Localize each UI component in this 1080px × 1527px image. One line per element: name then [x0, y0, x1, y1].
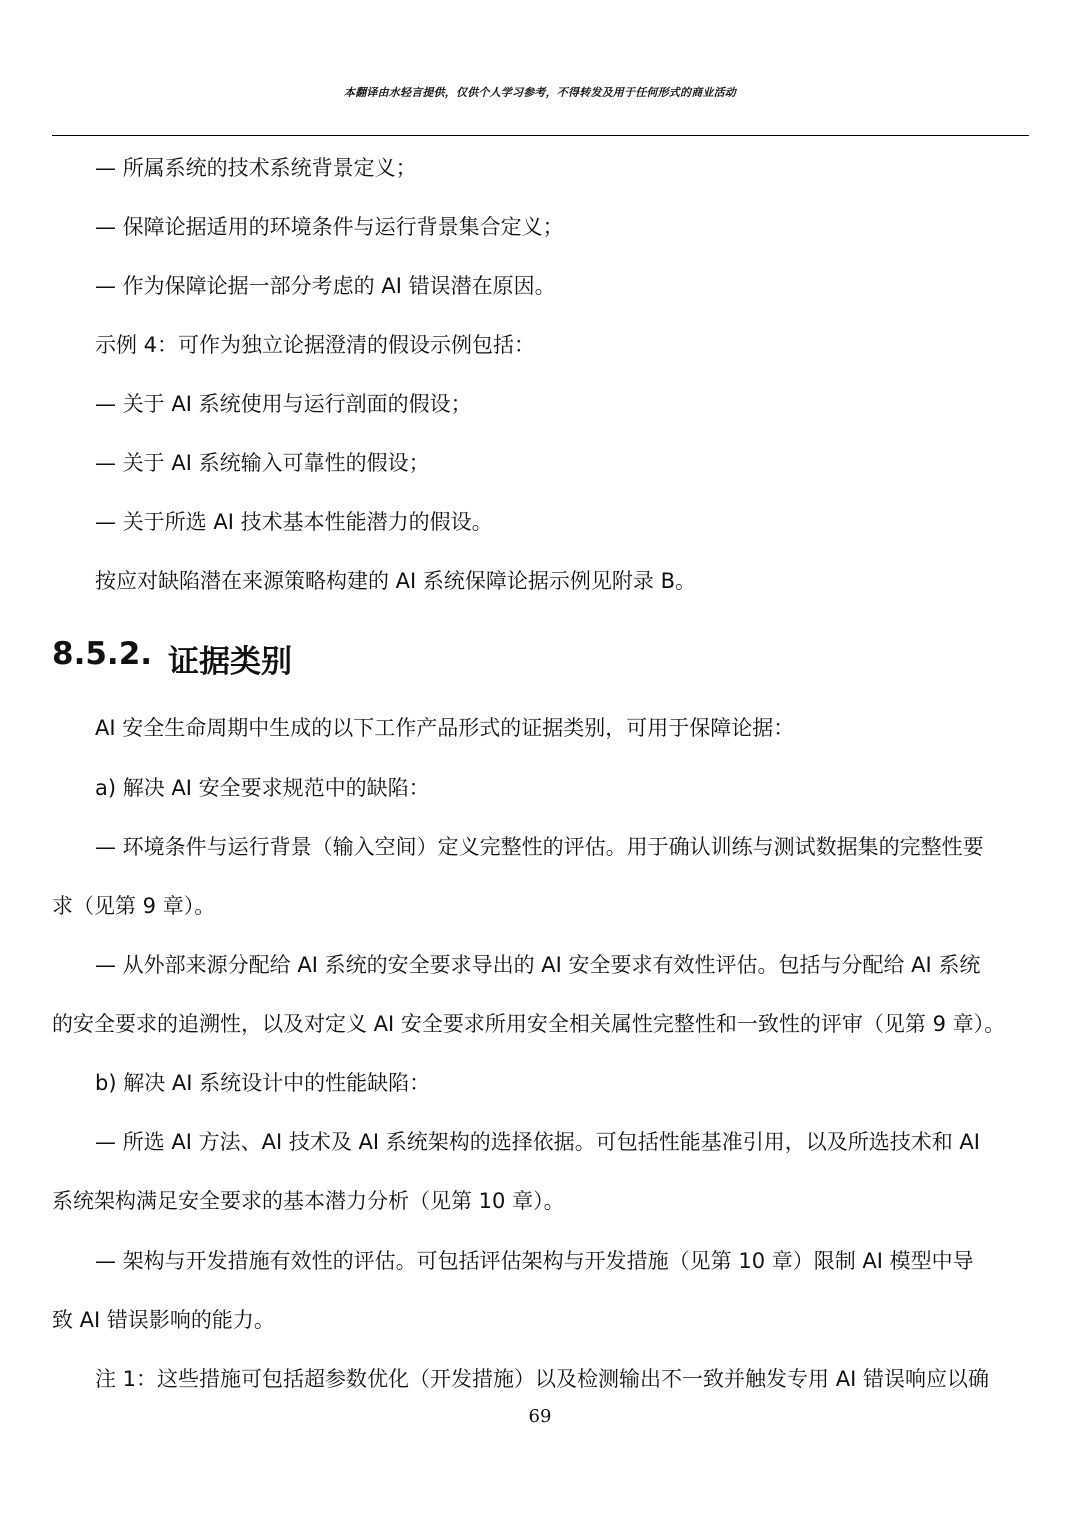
header-divider: [52, 135, 1029, 136]
list-item: b) 解决 AI 系统设计中的性能缺陷：: [95, 1071, 431, 1095]
list-item: — 所属系统的技术系统背景定义；: [95, 156, 417, 180]
list-item-continuation: 系统架构满足安全要求的基本潜力分析（见第 10 章）。: [52, 1189, 565, 1213]
list-item: — 作为保障论据一部分考虑的 AI 错误潜在原因。: [95, 274, 556, 298]
list-item-continuation: 求（见第 9 章）。: [52, 894, 216, 918]
list-item: — 关于 AI 系统输入可靠性的假设；: [95, 451, 430, 475]
section-title: 证据类别: [168, 644, 292, 680]
header-notice: 本翻译由水轻言提供，仅供个人学习参考，不得转发及用于任何形式的商业活动: [344, 86, 736, 99]
list-item-continuation: 致 AI 错误影响的能力。: [52, 1308, 275, 1332]
note-paragraph: 注 1：这些措施可包括超参数优化（开发措施）以及检测输出不一致并触发专用 AI 错误响应以确: [95, 1367, 989, 1391]
list-item: — 架构与开发措施有效性的评估。可包括评估架构与开发措施（见第 10 章）限制 AI 模型中导: [95, 1249, 974, 1273]
list-item: — 关于 AI 系统使用与运行剖面的假设；: [95, 392, 472, 416]
list-item: — 关于所选 AI 技术基本性能潜力的假设。: [95, 510, 493, 534]
list-item: — 从外部来源分配给 AI 系统的安全要求导出的 AI 安全要求有效性评估。包括与分配给 AI 系统: [95, 953, 981, 977]
body-paragraph: 按应对缺陷潜在来源策略构建的 AI 系统保障论据示例见附录 B。: [95, 569, 696, 593]
list-item: — 保障论据适用的环境条件与运行背景集合定义；: [95, 215, 564, 239]
section-heading: [52, 636, 292, 681]
section-number: 8.5.2.: [52, 636, 153, 672]
list-item-continuation: 的安全要求的追溯性，以及对定义 AI 安全要求所用安全相关属性完整性和一致性的评审（见第 9 章）。: [52, 1012, 1006, 1036]
list-item: a) 解决 AI 安全要求规范中的缺陷：: [95, 776, 430, 800]
list-item: — 环境条件与运行背景（输入空间）定义完整性的评估。用于确认训练与测试数据集的完整性要: [95, 835, 984, 859]
body-paragraph: AI 安全生命周期中生成的以下工作产品形式的证据类别，可用于保障论据：: [95, 716, 795, 740]
example-paragraph: 示例 4：可作为独立论据澄清的假设示例包括：: [95, 333, 536, 357]
page-number: 69: [528, 1406, 552, 1427]
list-item: — 所选 AI 方法、AI 技术及 AI 系统架构的选择依据。可包括性能基准引用，以及所选技术和 AI: [95, 1130, 980, 1154]
